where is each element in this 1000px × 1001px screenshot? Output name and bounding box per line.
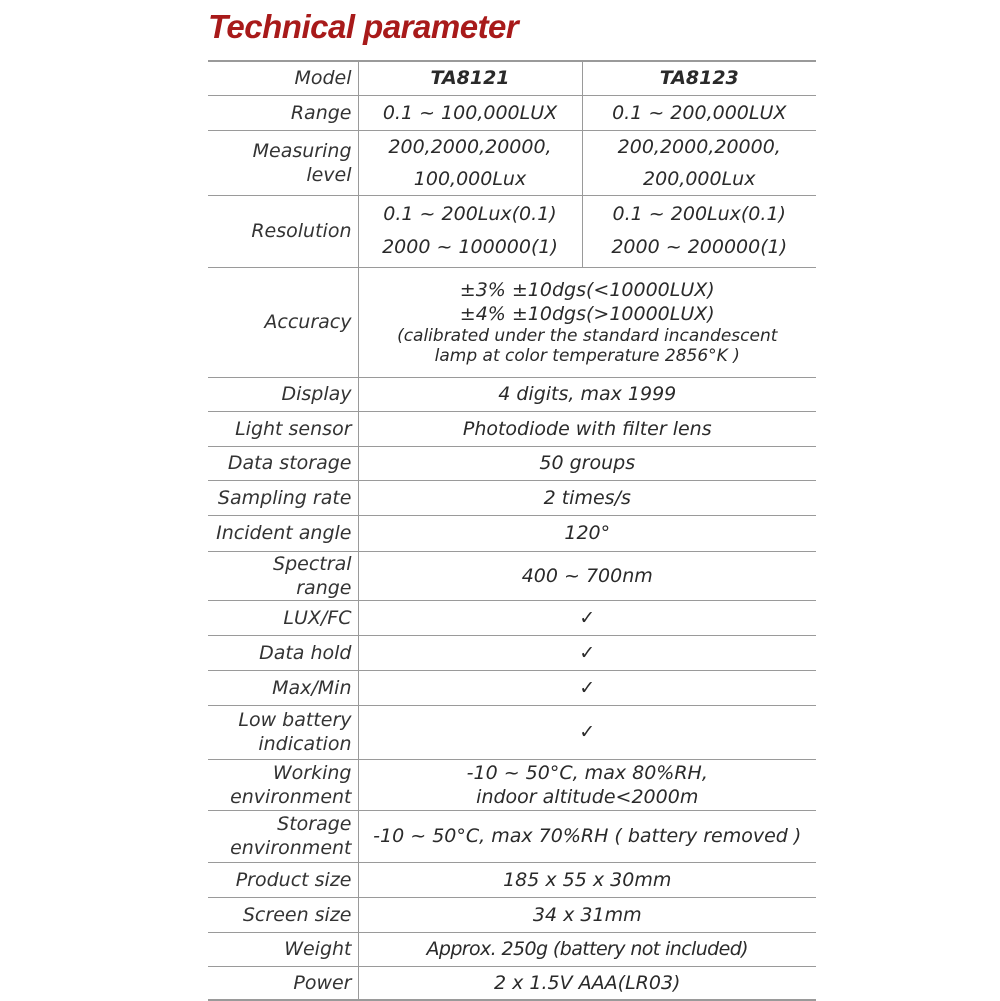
- row-label: Spectral range: [208, 551, 358, 600]
- product-size-value: 185 x 55 x 30mm: [358, 862, 816, 897]
- accuracy-value: ±3% ±10dgs(<10000LUX) ±4% ±10dgs(>10000LUX) (calibrated under the standard incandescent lamp at color temperature 2856°K ): [358, 267, 816, 377]
- resolution-a: 0.1 ~ 200Lux(0.1) 2000 ~ 100000(1): [358, 195, 582, 267]
- table-row-incident-angle: [208, 515, 816, 551]
- check-icon: ✓: [358, 600, 816, 635]
- spectral-range-value: 400 ~ 700nm: [358, 551, 816, 600]
- row-label: Measuring level: [208, 130, 358, 195]
- row-label: Power: [208, 966, 358, 1000]
- table-row-product-size: [208, 862, 816, 897]
- table-row-max-min: [208, 670, 816, 705]
- row-label: Weight: [208, 932, 358, 966]
- spec-table: [208, 60, 816, 1001]
- row-label: Data hold: [208, 635, 358, 670]
- range-a: 0.1 ~ 100,000LUX: [358, 95, 582, 130]
- row-label: Storage environment: [208, 810, 358, 862]
- row-label: Incident angle: [208, 515, 358, 551]
- table-row-working-environment: [208, 759, 816, 810]
- row-label: Range: [208, 95, 358, 130]
- row-label: Display: [208, 377, 358, 411]
- page-title: Technical parameter: [208, 8, 519, 45]
- power-value: 2 x 1.5V AAA(LR03): [358, 966, 816, 1000]
- measuring-level-a: 200,2000,20000, 100,000Lux: [358, 130, 582, 195]
- row-label: Accuracy: [208, 267, 358, 377]
- table-row-data-hold: [208, 635, 816, 670]
- table-row-spectral-range: [208, 551, 816, 600]
- table-row-data-storage: [208, 446, 816, 480]
- table-row-display: [208, 377, 816, 411]
- check-icon: ✓: [358, 670, 816, 705]
- row-label: Sampling rate: [208, 480, 358, 515]
- measuring-level-b: 200,2000,20000, 200,000Lux: [582, 130, 816, 195]
- model-name-b: TA8123: [659, 67, 739, 90]
- row-label: Low battery indication: [208, 705, 358, 759]
- table-row-power: [208, 966, 816, 1000]
- table-row-sampling-rate: [208, 480, 816, 515]
- table-row-measuring-level: [208, 130, 816, 195]
- table-row-range: [208, 95, 816, 130]
- table-row-screen-size: [208, 897, 816, 932]
- table-row-storage-environment: [208, 810, 816, 862]
- table-row-weight: [208, 932, 816, 966]
- table-row-lux-fc: [208, 600, 816, 635]
- incident-angle-value: 120°: [358, 515, 816, 551]
- resolution-b: 0.1 ~ 200Lux(0.1) 2000 ~ 200000(1): [582, 195, 816, 267]
- table-row-resolution: [208, 195, 816, 267]
- table-row-accuracy: [208, 267, 816, 377]
- storage-environment-value: -10 ~ 50°C, max 70%RH ( battery removed ): [358, 810, 816, 862]
- table-row-low-battery: [208, 705, 816, 759]
- row-label: Resolution: [208, 195, 358, 267]
- check-icon: ✓: [358, 705, 816, 759]
- display-value: 4 digits, max 1999: [358, 377, 816, 411]
- weight-value: Approx. 250g (battery not included): [358, 932, 816, 966]
- model-name-a: TA8121: [358, 61, 582, 95]
- screen-size-value: 34 x 31mm: [358, 897, 816, 932]
- range-b: 0.1 ~ 200,000LUX: [582, 95, 816, 130]
- table-row-model: [208, 61, 816, 95]
- row-label: Screen size: [208, 897, 358, 932]
- working-environment-value: -10 ~ 50°C, max 80%RH, indoor altitude<2000m: [358, 759, 816, 810]
- check-icon: ✓: [358, 635, 816, 670]
- table-row-light-sensor: [208, 411, 816, 446]
- row-label: Data storage: [208, 446, 358, 480]
- row-label: Light sensor: [208, 411, 358, 446]
- light-sensor-value: Photodiode with filter lens: [358, 411, 816, 446]
- data-storage-value: 50 groups: [358, 446, 816, 480]
- row-label: LUX/FC: [208, 600, 358, 635]
- sampling-rate-value: 2 times/s: [358, 480, 816, 515]
- row-label: Model: [208, 61, 358, 95]
- row-label: Working environment: [208, 759, 358, 810]
- row-label: Product size: [208, 862, 358, 897]
- row-label: Max/Min: [208, 670, 358, 705]
